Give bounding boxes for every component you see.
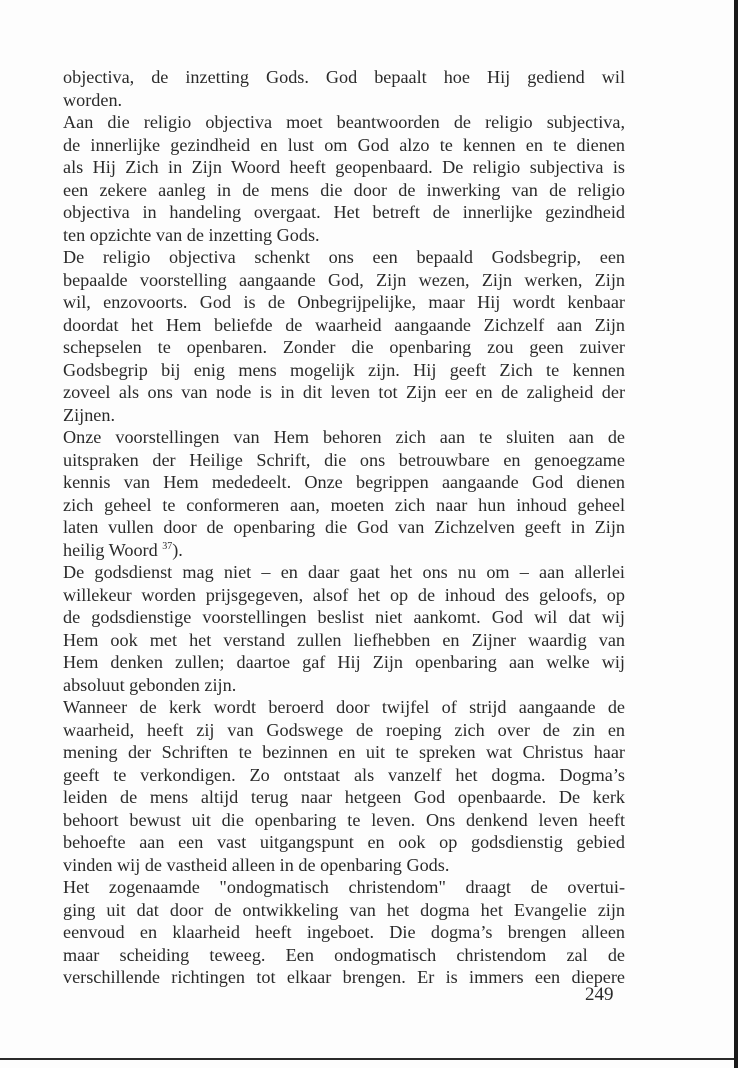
text-line: Het zogenaamde "ondogmatisch christendom" draagt de overtui- [63, 877, 625, 897]
text-fragment: ). [172, 539, 183, 560]
text-line: Hem ook met het verstand zullen liefhebben en Zijner waardig van [63, 629, 625, 650]
text-line: leiden de mens altijd terug naar hetgeen God openbaarde. De kerk [63, 787, 625, 807]
text-line: mening der Schriften te bezinnen en uit te spreken wat Christus haar [63, 742, 625, 762]
text-line: willekeur worden prijsgegeven, alsof het op de inhoud des geloofs, op [63, 584, 625, 605]
text-line: zoveel als ons van node is in dit leven tot Zijn eer en de zaligheid der [63, 382, 625, 402]
body-text [63, 66, 625, 989]
text-fragment: heilig Woord [63, 539, 158, 560]
text-line: waarheid, heeft zij van Godswege de roeping zich over de zin en [63, 719, 625, 740]
text-line: absoluut gebonden zijn. [63, 674, 237, 695]
paragraph-7 [63, 876, 625, 989]
text-line: als Hij Zich in Zijn Woord heeft geopenbaard. De religio subjectiva is [63, 157, 625, 177]
text-line: Hem denken zullen; daartoe gaf Hij Zijn openbaring aan welke wij [63, 652, 625, 672]
text-line: behoort bewust uit die openbaring te leven. Ons denkend leven heeft [63, 809, 625, 830]
text-line: verschillende richtingen tot elkaar brengen. Er is immers een diepere [63, 967, 625, 987]
text-line: doordat het Hem beliefde de waarheid aangaande Zichzelf aan Zijn [63, 314, 625, 335]
text-line: De religio objectiva schenkt ons een bepaald Godsbegrip, een [63, 247, 625, 267]
paragraph-2 [63, 111, 625, 246]
bottom-edge-rule [0, 1058, 734, 1060]
text-line: wil, enzovoorts. God is de Onbegrijpelijke, maar Hij wordt kenbaar [63, 292, 625, 312]
text-line: zich geheel te conformeren aan, moeten zich naar hun inhoud geheel [63, 494, 625, 515]
text-line: De godsdienst mag niet – en daar gaat het ons nu om – aan allerlei [63, 562, 625, 582]
text-line: laten vullen door de openbaring die God van Zichzelven geeft in Zijn [63, 517, 625, 537]
text-line: Zijnen. [63, 404, 116, 425]
text-line: Wanneer de kerk wordt beroerd door twijfel of strijd aangaande de [63, 697, 625, 717]
text-line: bepaalde voorstelling aangaande God, Zijn wezen, Zijn werken, Zijn [63, 269, 625, 290]
text-line: worden. [63, 89, 123, 110]
paragraph-4 [63, 426, 625, 561]
text-line: Onze voorstellingen van Hem behoren zich aan te sluiten aan de [63, 427, 625, 447]
text-line: objectiva, de inzetting Gods. God bepaalt hoe Hij gediend wil [63, 67, 625, 87]
text-line: kennis van Hem mededeelt. Onze begrippen aangaande God dienen [63, 472, 625, 492]
text-line: een zekere aanleg in de mens die door de inwerking van de religio [63, 179, 625, 200]
text-line: behoefte aan een vast uitgangspunt en ook op godsdienstig gebied [63, 832, 625, 852]
text-line: geeft te verkondigen. Zo ontstaat als vanzelf het dogma. Dogma’s [63, 764, 625, 785]
text-line: Aan die religio objectiva moet beantwoorden de religio subjectiva, [63, 112, 625, 132]
text-line: eenvoud en klaarheid heeft ingeboet. Die dogma’s brengen alleen [63, 922, 625, 942]
paragraph-6 [63, 696, 625, 876]
text-line: schepselen te openbaren. Zonder die openbaring zou geen zuiver [63, 337, 625, 357]
text-line: uitspraken der Heilige Schrift, die ons betrouwbare en genoegzame [63, 449, 625, 470]
text-line: ging uit dat door de ontwikkeling van het dogma het Evangelie zijn [63, 899, 625, 920]
paragraph-1 [63, 66, 625, 111]
right-edge-shadow [734, 0, 738, 1068]
text-line: vinden wij de vastheid alleen in de openbaring Gods. [63, 854, 450, 875]
text-line: Godsbegrip bij enig mens mogelijk zijn. Hij geeft Zich te kennen [63, 359, 625, 380]
text-line: de godsdienstige voorstellingen beslist niet aankomt. God wil dat wij [63, 607, 625, 627]
text-line: maar scheiding teweeg. Een ondogmatisch christendom zal de [63, 944, 625, 965]
text-line: ten opzichte van de inzetting Gods. [63, 224, 320, 245]
text-line: de innerlijke gezindheid en lust om God alzo te kennen en te dienen [63, 134, 625, 155]
text-line: objectiva in handeling overgaat. Het betreft de innerlijke gezindheid [63, 202, 625, 222]
text-line-with-footnote [63, 539, 625, 562]
footnote-reference[interactable]: 37 [162, 540, 173, 552]
paragraph-3 [63, 246, 625, 426]
paragraph-5 [63, 561, 625, 696]
page-number: 249 [585, 984, 614, 1005]
